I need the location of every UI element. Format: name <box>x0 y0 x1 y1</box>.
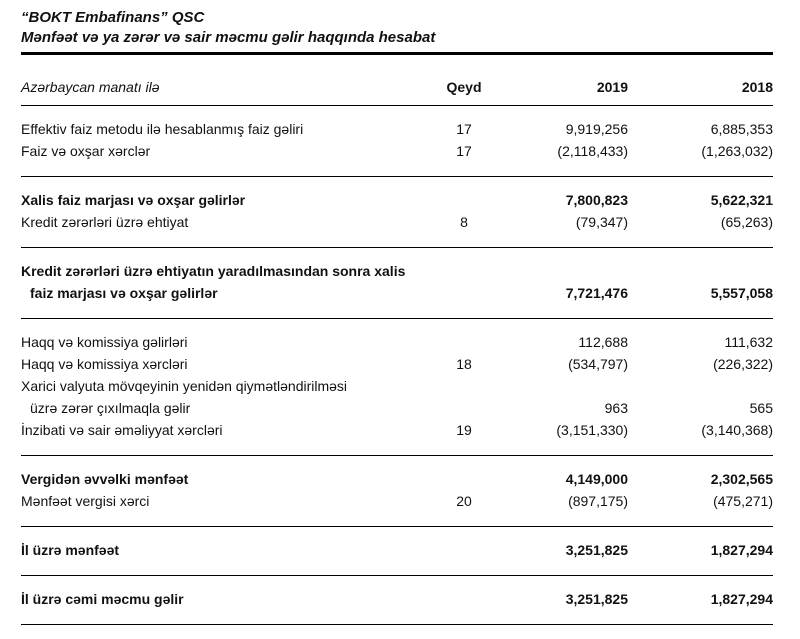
row-value-2019: (3,151,330) <box>556 422 628 438</box>
statement-row <box>21 375 773 419</box>
table-header <box>21 79 773 106</box>
row-label: Mənfəət vergisi xərci <box>21 493 150 509</box>
row-note-ref: 17 <box>456 143 472 159</box>
year-2019-column-header: 2019 <box>596 79 628 95</box>
row-value-2018: 2,302,565 <box>710 471 773 487</box>
row-value-2018: 111,632 <box>724 334 773 350</box>
row-label: Kredit zərərləri üzrə ehtiyat <box>21 214 189 230</box>
row-value-2019: 7,721,476 <box>565 285 628 301</box>
statement-row <box>21 140 773 162</box>
statement-section <box>21 106 773 177</box>
title-rule <box>21 52 773 55</box>
statement-row <box>21 419 773 441</box>
row-label: Kredit zərərləri üzrə ehtiyatın yaradılmasından sonra xalis faiz marjası və oxşar gəlirlər <box>21 263 406 301</box>
row-value-2019: (897,175) <box>568 493 628 509</box>
row-label: İnzibati və sair əməliyyat xərcləri <box>21 422 223 438</box>
row-value-2019: 4,149,000 <box>565 471 628 487</box>
statement-row <box>21 353 773 375</box>
statement-title: Mənfəət və ya zərər və sair məcmu gəlir haqqında hesabat <box>21 28 436 46</box>
statement-section <box>21 177 773 248</box>
row-value-2019: (2,118,433) <box>557 143 628 159</box>
row-label: İl üzrə mənfəət <box>21 542 120 558</box>
statement-row <box>21 118 773 140</box>
row-note-ref: 17 <box>456 121 472 137</box>
row-value-2018: 6,885,353 <box>710 121 773 137</box>
statement-row <box>21 211 773 233</box>
company-name: “BOKT Embafinans” QSC <box>21 9 205 26</box>
row-value-2019: 112,688 <box>578 334 628 350</box>
row-value-2018: (1,263,032) <box>701 143 773 159</box>
row-value-2018: (3,140,368) <box>701 422 773 438</box>
row-value-2019: (79,347) <box>575 214 628 230</box>
row-value-2019: 7,800,823 <box>565 192 628 208</box>
year-2018-column-header: 2018 <box>741 79 773 95</box>
statement-section <box>21 456 773 527</box>
row-value-2018: 1,827,294 <box>710 591 773 607</box>
row-label: Haqq və komissiya gəlirləri <box>21 334 188 350</box>
statement-row <box>21 260 773 304</box>
statement-section <box>21 527 773 576</box>
statement-row <box>21 468 773 490</box>
row-label: Effektiv faiz metodu ilə hesablanmış faiz gəliri <box>21 121 304 137</box>
row-label: Xarici valyuta mövqeyinin yenidən qiymətləndirilməsi üzrə zərər çıxılmaqla gəlir <box>21 378 348 416</box>
row-value-2019: (534,797) <box>568 356 628 372</box>
currency-label: Azərbaycan manatı ilə <box>21 79 160 95</box>
statement-row <box>21 539 773 561</box>
statement-row <box>21 490 773 512</box>
statement-row <box>21 588 773 610</box>
row-value-2018: 1,827,294 <box>710 542 773 558</box>
row-note-ref: 19 <box>456 422 472 438</box>
row-value-2018: (475,271) <box>713 493 773 509</box>
row-value-2018: 5,557,058 <box>710 285 773 301</box>
row-value-2018: (226,322) <box>713 356 773 372</box>
statement-section <box>21 576 773 625</box>
row-note-ref: 18 <box>456 356 472 372</box>
row-value-2019: 3,251,825 <box>565 542 628 558</box>
row-value-2018: 5,622,321 <box>710 192 773 208</box>
row-value-2018: 565 <box>749 400 773 416</box>
row-label: Xalis faiz marjası və oxşar gəlirlər <box>21 192 246 208</box>
row-value-2019: 9,919,256 <box>565 121 628 137</box>
row-note-ref: 20 <box>456 493 472 509</box>
statement-section <box>21 319 773 456</box>
statement-section <box>21 248 773 319</box>
row-value-2019: 3,251,825 <box>565 591 628 607</box>
row-label: Vergidən əvvəlki mənfəət <box>21 471 189 487</box>
row-label: Faiz və oxşar xərclər <box>21 143 151 159</box>
row-value-2019: 963 <box>604 400 628 416</box>
row-label: İl üzrə cəmi məcmu gəlir <box>21 591 184 607</box>
note-column-header: Qeyd <box>446 79 482 95</box>
row-value-2018: (65,263) <box>720 214 773 230</box>
row-note-ref: 8 <box>460 214 468 230</box>
statement-row <box>21 189 773 211</box>
row-label: Haqq və komissiya xərcləri <box>21 356 188 372</box>
statement-body <box>21 106 773 625</box>
statement-row <box>21 331 773 353</box>
